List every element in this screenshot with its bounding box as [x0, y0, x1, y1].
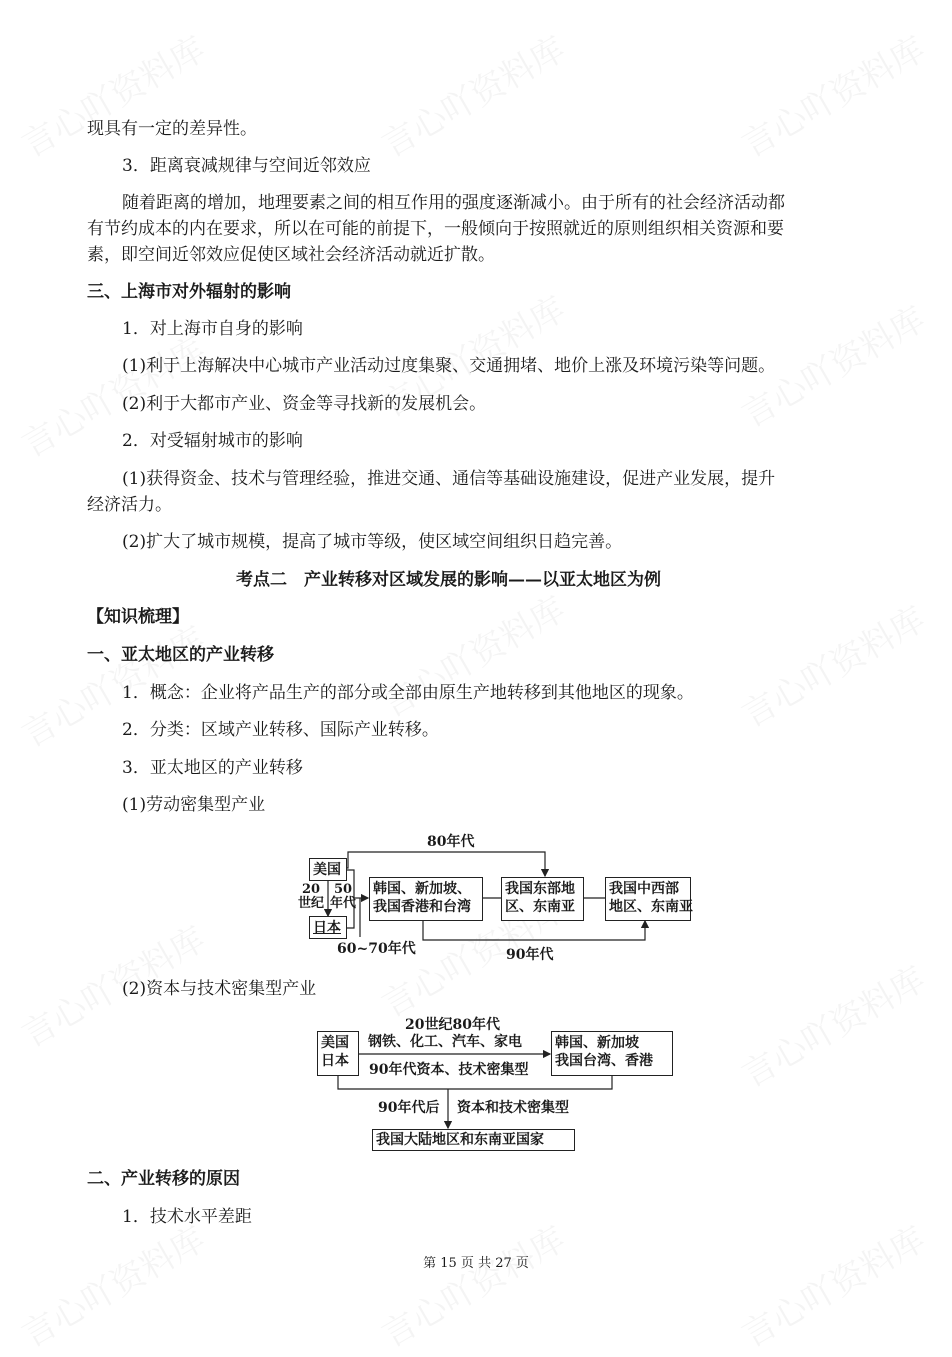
paragraph-text: 现具有一定的差异性。 — [87, 119, 257, 139]
subheading: 2．对受辐射城市的影响 — [122, 431, 303, 451]
paragraph-text: (2)资本与技术密集型产业 — [122, 979, 317, 999]
paragraph-text: 经济活力。 — [87, 495, 172, 515]
paragraph-text: 1．概念：企业将产品生产的部分或全部由原生产地转移到其他地区的现象。 — [122, 683, 694, 703]
box-japan — [309, 916, 347, 939]
watermark — [371, 1212, 572, 1356]
box-mainland-china-sea: 我国大陆地区和东南亚国家 — [372, 1129, 575, 1151]
section-heading: 二、产业转移的原因 — [87, 1169, 240, 1189]
label-1990s-capital-tech: 90年代资本、技术密集型 — [369, 1062, 529, 1078]
subheading: 3．亚太地区的产业转移 — [122, 758, 303, 778]
paragraph-text: 素，即空间近邻效应促使区域社会经济活动就近扩散。 — [87, 245, 495, 265]
watermark — [731, 592, 932, 736]
box-central-west-china: 我国中西部 地区、东南亚 — [605, 877, 691, 921]
label-industries: 钢铁、化工、汽车、家电 — [368, 1034, 522, 1050]
label-1960s-70s: 60~70年代 — [337, 941, 416, 957]
box-korea-singapore-tw-hk: 韩国、新加坡 我国台湾、香港 — [551, 1031, 673, 1076]
section-heading: 一、亚太地区的产业转移 — [87, 645, 274, 665]
subheading: 1．技术水平差距 — [122, 1207, 252, 1227]
label-1980s: 20世纪80年代 — [405, 1017, 500, 1033]
watermark — [731, 22, 932, 166]
paragraph-text: 随着距离的增加，地理要素之间的相互作用的强度逐渐减小。由于所有的社会经济活动都 — [122, 193, 785, 213]
box-korea-singapore-hk-tw: 韩国、新加坡、 我国香港和台湾 — [369, 877, 483, 921]
label-1990s: 90年代 — [506, 947, 554, 963]
paragraph-text: 有节约成本的内在要求，所以在可能的前提下，一般倾向于按照就近的原则组织相关资源和要 — [87, 219, 784, 239]
watermark — [731, 952, 932, 1096]
label-1950s: 50 年代 — [330, 882, 357, 911]
box-east-china-sea: 我国东部地 区、东南亚 — [501, 877, 584, 921]
label-japan: 日本 — [313, 920, 341, 936]
section-heading: 【知识梳理】 — [87, 607, 189, 627]
topic-heading: 考点二 产业转移对区域发展的影响——以亚太地区为例 — [236, 570, 661, 590]
watermark — [11, 1212, 212, 1356]
watermark — [11, 22, 212, 166]
section-heading: 三、上海市对外辐射的影响 — [87, 282, 291, 302]
paragraph-text: (1)获得资金、技术与管理经验，推进交通、通信等基础设施建设，促进产业发展，提升 — [122, 469, 776, 489]
subheading: 3．距离衰减规律与空间近邻效应 — [122, 156, 371, 176]
page-footer: 第 15 页 共 27 页 — [423, 1256, 529, 1271]
paragraph-text: (1)劳动密集型产业 — [122, 795, 266, 815]
paragraph-text: (1)利于上海解决中心城市产业活动过度集聚、交通拥堵、地价上涨及环境污染等问题。 — [122, 356, 776, 376]
box-usa-japan: 美国 日本 — [317, 1031, 359, 1076]
label-usa: 美国 — [313, 862, 341, 878]
watermark — [371, 22, 572, 166]
watermark — [731, 1212, 932, 1356]
paragraph-text: (2)利于大都市产业、资金等寻找新的发展机会。 — [122, 394, 487, 414]
paragraph-text: (2)扩大了城市规模，提高了城市等级，使区域空间组织日趋完善。 — [122, 532, 623, 552]
paragraph-text: 2．分类：区域产业转移、国际产业转移。 — [122, 720, 439, 740]
label-capital-tech-intensive: 资本和技术密集型 — [457, 1100, 569, 1116]
label-after-1990s: 90年代后 — [378, 1100, 440, 1116]
box-usa — [309, 858, 347, 881]
subheading: 1．对上海市自身的影响 — [122, 319, 303, 339]
label-20th-century: 20 世纪 — [298, 882, 325, 911]
label-1980s: 80年代 — [427, 834, 475, 850]
